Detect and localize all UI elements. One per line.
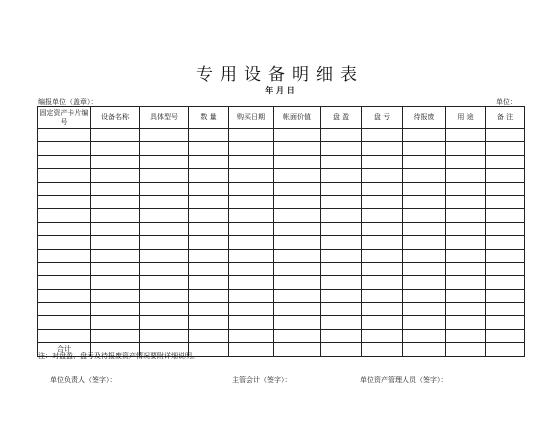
table-cell[interactable] — [403, 142, 446, 155]
table-cell[interactable] — [321, 276, 362, 289]
table-cell[interactable] — [229, 289, 274, 302]
table-cell[interactable] — [486, 249, 525, 262]
column-header-equipment-name: 设备名称 — [91, 107, 140, 129]
table-cell[interactable] — [91, 289, 140, 302]
table-cell[interactable] — [189, 222, 229, 235]
table-cell[interactable] — [38, 316, 91, 329]
table-cell[interactable] — [140, 142, 189, 155]
column-header-card-number: 固定资产卡片编号 — [38, 107, 91, 129]
table-cell[interactable] — [362, 289, 403, 302]
table-cell[interactable] — [274, 236, 321, 249]
table-cell[interactable] — [91, 316, 140, 329]
table-cell[interactable] — [38, 142, 91, 155]
unit-label: 单位： — [496, 98, 517, 106]
table-cell[interactable] — [486, 222, 525, 235]
table-cell[interactable] — [274, 276, 321, 289]
table-cell[interactable] — [321, 209, 362, 222]
table-cell[interactable] — [140, 195, 189, 208]
table-cell[interactable] — [403, 169, 446, 182]
table-row — [38, 329, 525, 342]
table-cell[interactable] — [403, 155, 446, 168]
column-header-quantity: 数 量 — [189, 107, 229, 129]
table-cell[interactable] — [446, 303, 486, 316]
table-cell[interactable] — [274, 262, 321, 275]
table-cell[interactable] — [91, 249, 140, 262]
table-row — [38, 129, 525, 142]
table-cell[interactable] — [229, 169, 274, 182]
table-cell[interactable] — [486, 289, 525, 302]
table-cell[interactable] — [38, 303, 91, 316]
table-cell[interactable] — [321, 222, 362, 235]
table-cell[interactable] — [38, 182, 91, 195]
table-cell[interactable] — [38, 262, 91, 275]
total-cell[interactable] — [446, 343, 486, 357]
table-cell[interactable] — [362, 182, 403, 195]
table-cell[interactable] — [403, 249, 446, 262]
table-cell[interactable] — [321, 236, 362, 249]
table-cell[interactable] — [321, 142, 362, 155]
table-cell[interactable] — [189, 316, 229, 329]
table-cell[interactable] — [362, 303, 403, 316]
table-cell[interactable] — [321, 329, 362, 342]
table-cell[interactable] — [403, 209, 446, 222]
table-cell[interactable] — [446, 195, 486, 208]
table-cell[interactable] — [91, 142, 140, 155]
table-cell[interactable] — [403, 222, 446, 235]
table-cell[interactable] — [140, 129, 189, 142]
table-cell[interactable] — [140, 289, 189, 302]
table-cell[interactable] — [189, 329, 229, 342]
table-cell[interactable] — [91, 195, 140, 208]
table-cell[interactable] — [38, 209, 91, 222]
table-cell[interactable] — [91, 209, 140, 222]
table-cell[interactable] — [274, 142, 321, 155]
table-cell[interactable] — [362, 222, 403, 235]
table-row — [38, 262, 525, 275]
table-cell[interactable] — [274, 195, 321, 208]
table-cell[interactable] — [91, 222, 140, 235]
table-cell[interactable] — [229, 129, 274, 142]
table-cell[interactable] — [403, 262, 446, 275]
table-cell[interactable] — [486, 169, 525, 182]
table-cell[interactable] — [362, 249, 403, 262]
table-cell[interactable] — [486, 316, 525, 329]
table-cell[interactable] — [362, 169, 403, 182]
table-cell[interactable] — [486, 142, 525, 155]
table-cell[interactable] — [189, 262, 229, 275]
table-cell[interactable] — [274, 222, 321, 235]
table-cell[interactable] — [91, 262, 140, 275]
column-header-surplus: 盘 盈 — [321, 107, 362, 129]
total-cell[interactable] — [321, 343, 362, 357]
table-cell[interactable] — [362, 209, 403, 222]
table-row — [38, 169, 525, 182]
table-cell[interactable] — [274, 182, 321, 195]
page-title: 专用设备明细表 — [196, 65, 364, 85]
table-cell[interactable] — [446, 155, 486, 168]
total-cell[interactable] — [486, 343, 525, 357]
table-cell[interactable] — [91, 129, 140, 142]
header-row — [38, 107, 525, 129]
table-cell[interactable] — [362, 236, 403, 249]
column-header-pending-scrap: 待报废 — [403, 107, 446, 129]
table-cell[interactable] — [362, 129, 403, 142]
table-cell[interactable] — [403, 236, 446, 249]
table-cell[interactable] — [274, 303, 321, 316]
column-header-deficit: 盘 亏 — [362, 107, 403, 129]
table-cell[interactable] — [362, 155, 403, 168]
table-cell[interactable] — [362, 316, 403, 329]
table-cell[interactable] — [140, 316, 189, 329]
table-cell[interactable] — [229, 236, 274, 249]
table-cell[interactable] — [362, 329, 403, 342]
table-cell[interactable] — [140, 329, 189, 342]
table-row — [38, 236, 525, 249]
table-cell[interactable] — [229, 303, 274, 316]
table-cell[interactable] — [140, 249, 189, 262]
column-header-book-value: 帐面价值 — [274, 107, 321, 129]
table-cell[interactable] — [189, 303, 229, 316]
table-cell[interactable] — [38, 195, 91, 208]
table-cell[interactable] — [486, 262, 525, 275]
table-cell[interactable] — [140, 169, 189, 182]
table-cell[interactable] — [91, 329, 140, 342]
table-cell[interactable] — [229, 222, 274, 235]
table-cell[interactable] — [229, 155, 274, 168]
table-cell[interactable] — [403, 129, 446, 142]
table-cell[interactable] — [446, 262, 486, 275]
table-cell[interactable] — [486, 182, 525, 195]
table-cell[interactable] — [38, 276, 91, 289]
table-cell[interactable] — [321, 129, 362, 142]
table-cell[interactable] — [274, 249, 321, 262]
table-cell[interactable] — [229, 182, 274, 195]
table-cell[interactable] — [38, 155, 91, 168]
table-cell[interactable] — [91, 155, 140, 168]
table-cell[interactable] — [274, 169, 321, 182]
table-cell[interactable] — [229, 142, 274, 155]
column-header-usage: 用 途 — [446, 107, 486, 129]
table-cell[interactable] — [140, 155, 189, 168]
table-cell[interactable] — [274, 316, 321, 329]
table-cell[interactable] — [321, 169, 362, 182]
table-cell[interactable] — [446, 289, 486, 302]
table-cell[interactable] — [38, 249, 91, 262]
table-cell[interactable] — [446, 329, 486, 342]
total-cell[interactable] — [274, 343, 321, 357]
table-cell[interactable] — [486, 276, 525, 289]
equipment-table — [37, 106, 525, 357]
table-cell[interactable] — [486, 195, 525, 208]
table-cell[interactable] — [321, 249, 362, 262]
table-cell[interactable] — [321, 303, 362, 316]
table-cell[interactable] — [486, 329, 525, 342]
table-cell[interactable] — [229, 276, 274, 289]
table-cell[interactable] — [189, 249, 229, 262]
table-cell[interactable] — [189, 169, 229, 182]
table-cell[interactable] — [140, 236, 189, 249]
table-cell[interactable] — [486, 129, 525, 142]
table-cell[interactable] — [321, 262, 362, 275]
table-cell[interactable] — [91, 169, 140, 182]
table-cell[interactable] — [403, 303, 446, 316]
total-label: 合计 — [38, 343, 91, 357]
table-row — [38, 209, 525, 222]
table-cell[interactable] — [140, 182, 189, 195]
table-cell[interactable] — [274, 289, 321, 302]
table-cell[interactable] — [91, 236, 140, 249]
table-cell[interactable] — [486, 209, 525, 222]
table-cell[interactable] — [274, 329, 321, 342]
table-cell[interactable] — [140, 303, 189, 316]
table-cell[interactable] — [446, 142, 486, 155]
table-row — [38, 142, 525, 155]
table-cell[interactable] — [321, 195, 362, 208]
footnote: 注：对盘盈、盘亏及待报废资产情况要附详细说明。 — [38, 352, 199, 360]
table-cell[interactable] — [362, 142, 403, 155]
table-row — [38, 182, 525, 195]
date-line: 年 月 日 — [265, 85, 295, 95]
table-row — [38, 316, 525, 329]
column-header-purchase-date: 购买日期 — [229, 107, 274, 129]
table-cell[interactable] — [446, 236, 486, 249]
table-row — [38, 195, 525, 208]
table-cell[interactable] — [446, 276, 486, 289]
table-cell[interactable] — [189, 209, 229, 222]
table-cell[interactable] — [189, 276, 229, 289]
table-cell[interactable] — [229, 316, 274, 329]
table-cell[interactable] — [403, 182, 446, 195]
table-cell[interactable] — [229, 329, 274, 342]
table-row — [38, 289, 525, 302]
table-cell[interactable] — [274, 129, 321, 142]
table-row — [38, 249, 525, 262]
table-cell[interactable] — [38, 129, 91, 142]
table-cell[interactable] — [321, 289, 362, 302]
table-cell[interactable] — [446, 169, 486, 182]
table-cell[interactable] — [189, 129, 229, 142]
table-cell[interactable] — [446, 316, 486, 329]
table-cell[interactable] — [189, 289, 229, 302]
table-cell[interactable] — [403, 316, 446, 329]
table-cell[interactable] — [446, 209, 486, 222]
table-cell[interactable] — [321, 316, 362, 329]
reporting-unit-label: 编报单位（盖章）： — [38, 98, 98, 106]
total-cell[interactable] — [362, 343, 403, 357]
table-cell[interactable] — [403, 195, 446, 208]
table-cell[interactable] — [321, 182, 362, 195]
table-cell[interactable] — [38, 222, 91, 235]
table-cell[interactable] — [229, 262, 274, 275]
table-cell[interactable] — [446, 249, 486, 262]
table-cell[interactable] — [189, 142, 229, 155]
table-row — [38, 155, 525, 168]
table-cell[interactable] — [38, 169, 91, 182]
table-cell[interactable] — [91, 276, 140, 289]
table-cell[interactable] — [403, 329, 446, 342]
signature-chief-accountant: 主管会计（签字）： — [232, 376, 292, 384]
table-cell[interactable] — [446, 182, 486, 195]
table-cell[interactable] — [229, 195, 274, 208]
signature-unit-head: 单位负责人（签字）： — [50, 376, 117, 384]
table-cell[interactable] — [140, 262, 189, 275]
table-cell[interactable] — [189, 236, 229, 249]
table-cell[interactable] — [403, 289, 446, 302]
table-cell[interactable] — [486, 303, 525, 316]
table-cell[interactable] — [140, 276, 189, 289]
table-cell[interactable] — [362, 195, 403, 208]
column-header-remarks: 备 注 — [486, 107, 525, 129]
table-cell[interactable] — [274, 155, 321, 168]
table-row — [38, 303, 525, 316]
table-cell[interactable] — [486, 155, 525, 168]
table-row — [38, 222, 525, 235]
table-cell[interactable] — [403, 276, 446, 289]
table-cell[interactable] — [446, 129, 486, 142]
total-cell[interactable] — [229, 343, 274, 357]
table-cell[interactable] — [362, 262, 403, 275]
table-cell[interactable] — [189, 182, 229, 195]
table-cell[interactable] — [362, 276, 403, 289]
table-cell[interactable] — [140, 222, 189, 235]
table-cell[interactable] — [91, 182, 140, 195]
table-cell[interactable] — [274, 209, 321, 222]
table-cell[interactable] — [189, 195, 229, 208]
table-cell[interactable] — [229, 209, 274, 222]
table-cell[interactable] — [486, 236, 525, 249]
table-cell[interactable] — [91, 303, 140, 316]
column-header-model: 具体型号 — [140, 107, 189, 129]
signature-asset-manager: 单位资产管理人员（签字）： — [360, 376, 448, 384]
table-cell[interactable] — [38, 236, 91, 249]
table-row — [38, 276, 525, 289]
table-cell[interactable] — [189, 155, 229, 168]
table-cell[interactable] — [321, 155, 362, 168]
table-cell[interactable] — [38, 289, 91, 302]
table-cell[interactable] — [38, 329, 91, 342]
total-cell[interactable] — [403, 343, 446, 357]
table-cell[interactable] — [446, 222, 486, 235]
table-cell[interactable] — [140, 209, 189, 222]
table-cell[interactable] — [229, 249, 274, 262]
